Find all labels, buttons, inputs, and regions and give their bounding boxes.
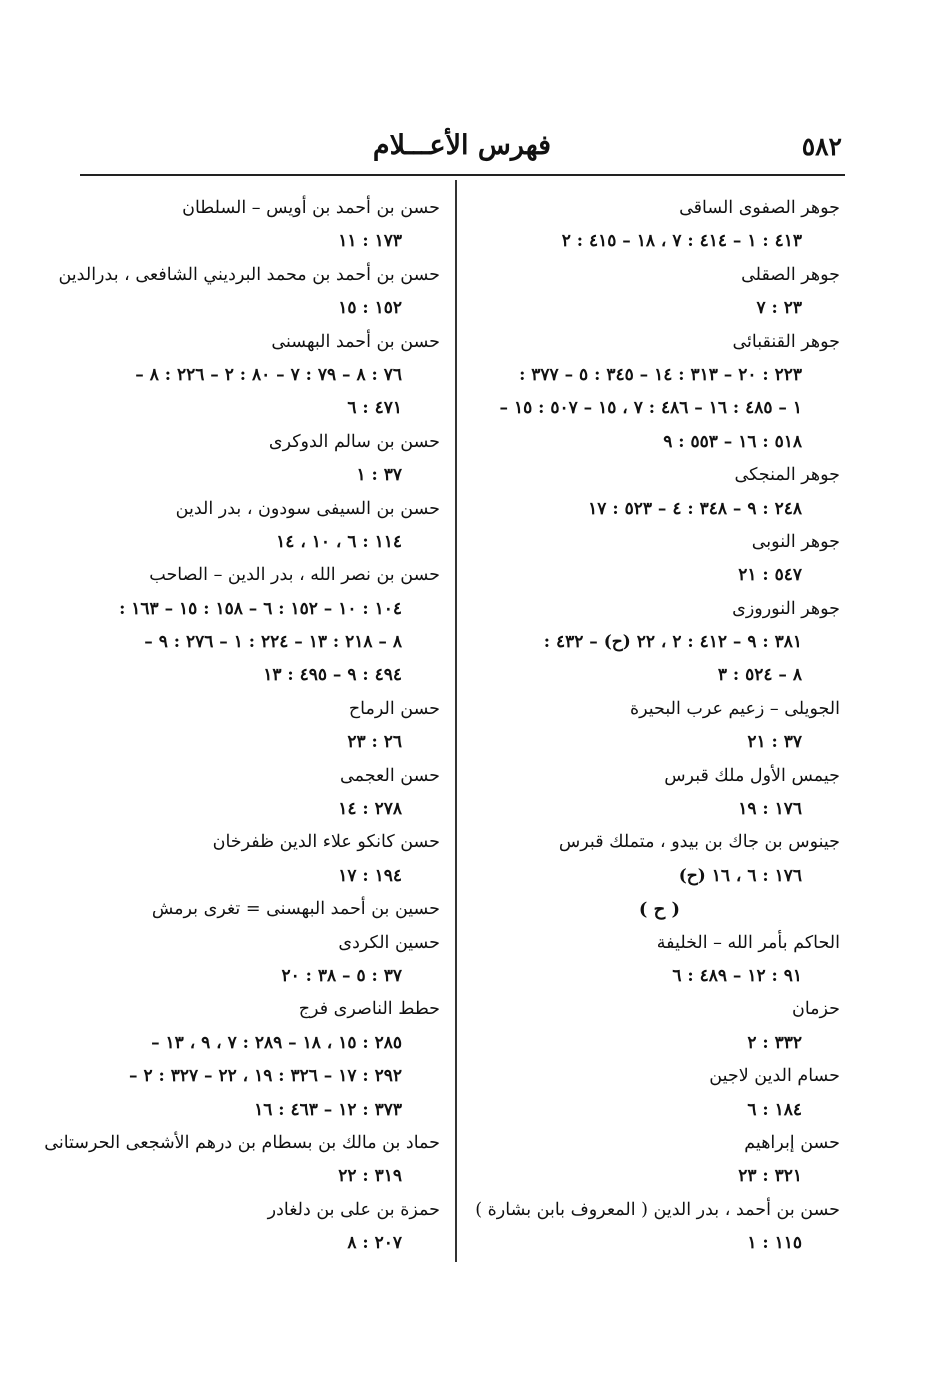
page-references: ٢٢٣ : ٢٠ – ٣١٣ : ١٤ – ٣٤٥ : ٥ – ٣٧٧ : xyxy=(519,364,802,385)
page-number: ٥٨٢ xyxy=(801,132,842,161)
left-column xyxy=(44,192,440,1261)
index-entry-name: حطط الناصرى فرج xyxy=(298,999,440,1020)
page-references: ٨ – ٥٢٤ : ٣ xyxy=(717,665,802,686)
page-references: ١٧٣ : ١١ xyxy=(338,231,402,252)
page-references: ٢٦ : ٢٣ xyxy=(347,732,402,753)
page-references: ٢٩٢ : ١٧ – ٣٢٦ : ١٩ ، ٢٢ – ٣٢٧ : ٢ – xyxy=(129,1066,402,1087)
page-references: ٤٧١ : ٦ xyxy=(347,398,402,419)
index-entry-name: جيمس الأول ملك قبرس xyxy=(664,765,840,786)
index-entry-name: حسن بن أحمد ، بدر الدين ( المعروف بابن بشارة ) xyxy=(475,1199,840,1220)
page-references: ١٥٢ : ١٥ xyxy=(338,298,402,319)
index-entry-name: حسن بن أحمد بن أويس – السلطان xyxy=(182,198,440,218)
index-entry-name: حمزة بن على بن دلغادر xyxy=(267,1199,440,1220)
page-references: ٨ – ٢١٨ : ١٣ – ٢٢٤ : ١ – ٢٧٦ : ٩ – xyxy=(144,632,402,653)
page-references: ٤٩٤ : ٩ – ٤٩٥ : ١٣ xyxy=(263,665,402,686)
index-entry-name: جوهر الصفوى الساقى xyxy=(679,198,840,218)
page-references: ٣٣٢ : ٢ xyxy=(747,1032,802,1053)
index-entry-name: جوهر النوروزى xyxy=(732,598,840,619)
index-entry-name: جينوس بن جاك بن بيدو ، متملك قبرس xyxy=(558,832,840,853)
index-entry-name: حسن بن السيفى سودون ، بدر الدين xyxy=(175,498,440,519)
index-entry-name: حزمان xyxy=(791,999,840,1020)
index-entry-name: حسام الدين لاجين xyxy=(709,1066,840,1087)
index-entry-name: حسن كانكو علاء الدين ظفرخان xyxy=(212,832,440,853)
page-references: ٢٣ : ٧ xyxy=(756,298,802,319)
index-entry-name: جوهر الصقلى xyxy=(741,264,840,285)
page-references: ١٠٤ : ١٠ – ١٥٢ : ٦ – ١٥٨ : ١٥ – ١٦٣ : xyxy=(119,598,402,619)
page-references: ٥١٨ : ١٦ – ٥٥٣ : ٩ xyxy=(663,431,802,452)
index-entry-name: حسن العجمى xyxy=(340,765,440,786)
index-entry-name: حسن إبراهيم xyxy=(744,1132,840,1153)
page-references: ٣١٩ : ٢٢ xyxy=(338,1166,402,1187)
page-references: ١ – ٤٨٥ : ١٦ – ٤٨٦ : ٧ ، ١٥ – ٥٠٧ : ١٥ – xyxy=(499,398,802,419)
page-references: ٢٠٧ : ٨ xyxy=(347,1233,402,1254)
column-divider xyxy=(455,180,457,1262)
page-references: ٣٧ : ٢١ xyxy=(747,732,802,753)
index-entry-name: حماد بن مالك بن بسطام بن درهم الأشجعى الحرستانى xyxy=(44,1132,440,1153)
index-entry-name: جوهر القنقبائى xyxy=(732,331,840,352)
page-references: ١١٤ : ٦ ، ١٠ ، ١٤ xyxy=(276,531,402,552)
index-entry-name: حسن بن سالم الدوكرى xyxy=(268,431,440,452)
index-entry-name: حسين بن أحمد البهسنى = تغرى برمش xyxy=(151,899,440,920)
page-references: ٤١٣ : ١ – ٤١٤ : ٧ ، ١٨ – ٤١٥ : ٢ xyxy=(561,231,802,252)
page-references: ٣٢١ : ٢٣ xyxy=(738,1166,802,1187)
header-rule xyxy=(80,174,845,176)
index-entry-name: جوهر النوبى xyxy=(751,531,840,552)
page-references: ٢٤٨ : ٩ – ٣٤٨ : ٤ – ٥٢٣ : ١٧ xyxy=(588,498,802,519)
index-entry-name: حسن بن أحمد بن محمد البرديني الشافعى ، بدرالدين xyxy=(58,264,440,285)
page-references: ٩١ : ١٢ – ٤٨٩ : ٦ xyxy=(672,965,802,986)
page-references: ١١٥ : ١ xyxy=(747,1233,802,1254)
index-entry-name: حسن بن نصر الله ، بدر الدين – الصاحب xyxy=(149,565,440,586)
page-title: فهرس الأعـــلام xyxy=(372,130,552,161)
index-entry-name: حسن الرماح xyxy=(348,698,440,719)
page-references: ١٧٦ : ٦ ، ١٦ (ح) xyxy=(678,865,802,886)
page-references: ٣٧٣ : ١٢ – ٤٦٣ : ١٦ xyxy=(254,1099,402,1120)
index-entry-name: الحاكم بأمر الله – الخليفة xyxy=(656,932,840,953)
index-entry-name: جوهر المنجكى xyxy=(734,465,840,486)
section-letter-heading: ( ح ) xyxy=(638,899,680,921)
page-references: ٣٧ : ٥ – ٣٨ : ٢٠ xyxy=(281,965,402,986)
page-references: ٢٨٥ : ١٥ ، ١٨ – ٢٨٩ : ٧ ، ٩ ، ١٣ – xyxy=(151,1032,402,1053)
page-references: ٢٧٨ : ١٤ xyxy=(338,799,402,820)
page-references: ١٧٦ : ١٩ xyxy=(738,799,802,820)
page-references: ٧٦ : ٨ – ٧٩ : ٧ – ٨٠ : ٢ – ٢٢٦ : ٨ – xyxy=(135,364,402,385)
page-references: ١٨٤ : ٦ xyxy=(747,1099,802,1120)
page-references: ٣٨١ : ٩ – ٤١٢ : ٢ ، ٢٢ (ح) – ٤٣٢ : xyxy=(543,632,802,653)
page-references: ٣٧ : ١ xyxy=(356,465,402,486)
page-header xyxy=(82,128,842,170)
index-entry-name: حسين الكردى xyxy=(338,932,440,953)
page-references: ١٩٤ : ١٧ xyxy=(338,865,402,886)
index-entry-name: الجويلى – زعيم عرب البحيرة xyxy=(629,698,840,719)
page-references: ٥٤٧ : ٢١ xyxy=(738,565,802,586)
right-column xyxy=(465,192,840,1261)
index-entry-name: حسن بن أحمد البهسنى xyxy=(271,331,440,352)
